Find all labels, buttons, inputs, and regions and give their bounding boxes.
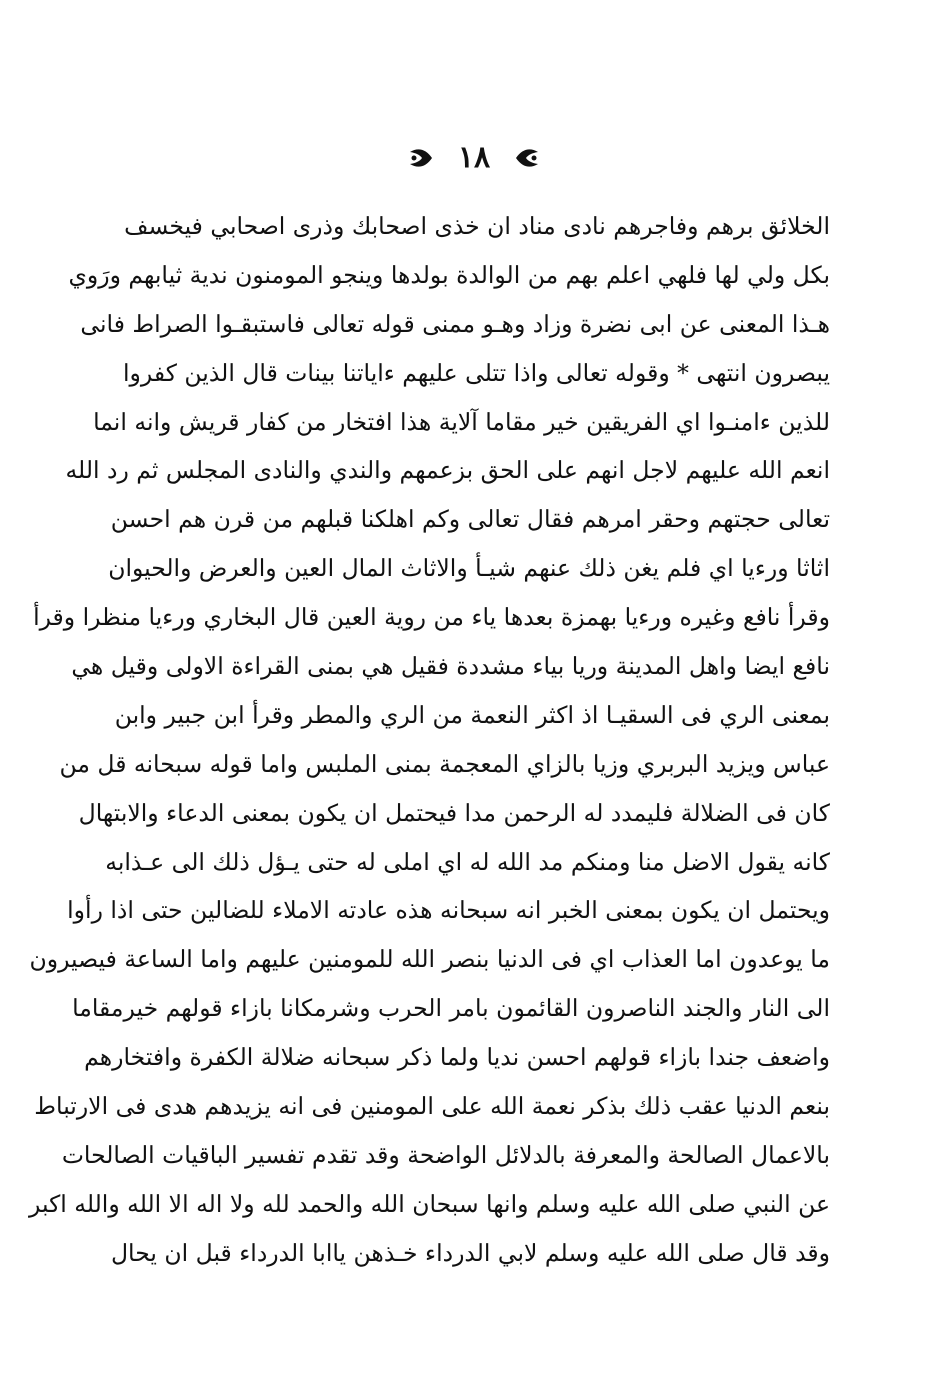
text-line: ما يوعدون اما العذاب اي فى الدنيا بنصر الله للمومنين عليهم واما الساعة فيصيرون	[29, 945, 830, 974]
text-line: بمعنى الري فى السقيـا اذ اكثر النعمة من الري والمطر وقرأ ابن جبير وابن	[114, 700, 830, 729]
text-line: هـذا المعنى عن ابى نضرة وزاد وهـو ممنى قوله تعالى فاستبقـوا الصراط فانى	[80, 309, 830, 338]
body-text	[29, 202, 830, 1278]
page-number: ١٨	[457, 140, 491, 175]
text-line: الى النار والجند الناصرون القائمون بامر الحرب وشرمكانا بازاء قولهم خيرمقاما	[72, 994, 830, 1023]
right-ornament-icon	[514, 143, 540, 173]
text-line: نافع ايضا واهل المدينة وريا بياء مشددة فقيل هي بمنى القراءة الاولى وقيل هي	[71, 652, 830, 681]
text-line: كانه يقول الاضل منا ومنكم مد الله له اي املى له حتى يـؤل ذلك الى عـذابه	[105, 847, 830, 876]
text-line: ويحتمل ان يكون بمعنى الخبر انه سبحانه هذه عادته الاملاء للضالين حتى اذا رأوا	[67, 896, 830, 925]
page-header	[0, 138, 948, 178]
text-line: بالاعمال الصالحة والمعرفة بالدلائل الواضحة وقد تقدم تفسير الباقيات الصالحات	[61, 1140, 830, 1169]
text-line: وقرأ نافع وغيره ورءيا بهمزة بعدها ياء من روية العين قال البخاري ورءيا منظرا وقرأ	[33, 603, 830, 632]
text-line: كان فى الضلالة فليمدد له الرحمن مدا فيحتمل ان يكون بمعنى الدعاء والابتهال	[78, 798, 830, 827]
text-line: بنعم الدنيا عقب ذلك بذكر نعمة الله على المومنين فى انه يزيدهم هدى فى الارتباط	[34, 1092, 830, 1121]
text-line: الخلائق برهم وفاجرهم نادى مناد ان خذى اصحابك وذرى اصحابي فيخسف	[124, 212, 830, 240]
text-line: تعالى حجتهم وحقر امرهم فقال تعالى وكم اهلكنا قبلهم من قرن هم احسن	[110, 505, 830, 534]
text-line: وقد قال صلى الله عليه وسلم لابي الدرداء خـذهن ياابا الدرداء قبل ان يحال	[110, 1238, 830, 1267]
text-line: واضعف جندا بازاء قولهم احسن نديا ولما ذكر سبحانه ضلالة الكفرة وافتخارهم	[84, 1043, 830, 1072]
text-line: اثاثا ورءيا اي فلم يغن ذلك عنهم شيـأ والاثاث المال العين والعرض والحيوان	[108, 554, 830, 583]
text-line: بكل ولي لها فلهي اعلم بهم من الوالدة بولدها وينجو المومنون ندية ثيابهم ورَوي	[68, 260, 830, 289]
text-line: للذين ءامنـوا اي الفريقين خير مقاما آلاية هذا افتخار من كفار قريش وانه انما	[93, 407, 830, 436]
text-line: عباس ويزيد البربري وزيا بالزاي المعجمة بمنى الملبس واما قوله سبحانه قل من	[59, 749, 830, 778]
text-line: انعم الله عليهم لاجل انهم على الحق بزعمهم والندي والنادى المجلس ثم رد الله	[65, 456, 830, 485]
left-ornament-icon	[408, 143, 434, 173]
text-line: عن النبي صلى الله عليه وسلم وانها سبحان الله والحمد لله ولا اله الا الله والله اكبر	[29, 1189, 830, 1218]
text-line: يبصرون انتهى * وقوله تعالى واذا تتلى عليهم ءاياتنا بينات قال الذين كفروا	[123, 358, 830, 387]
